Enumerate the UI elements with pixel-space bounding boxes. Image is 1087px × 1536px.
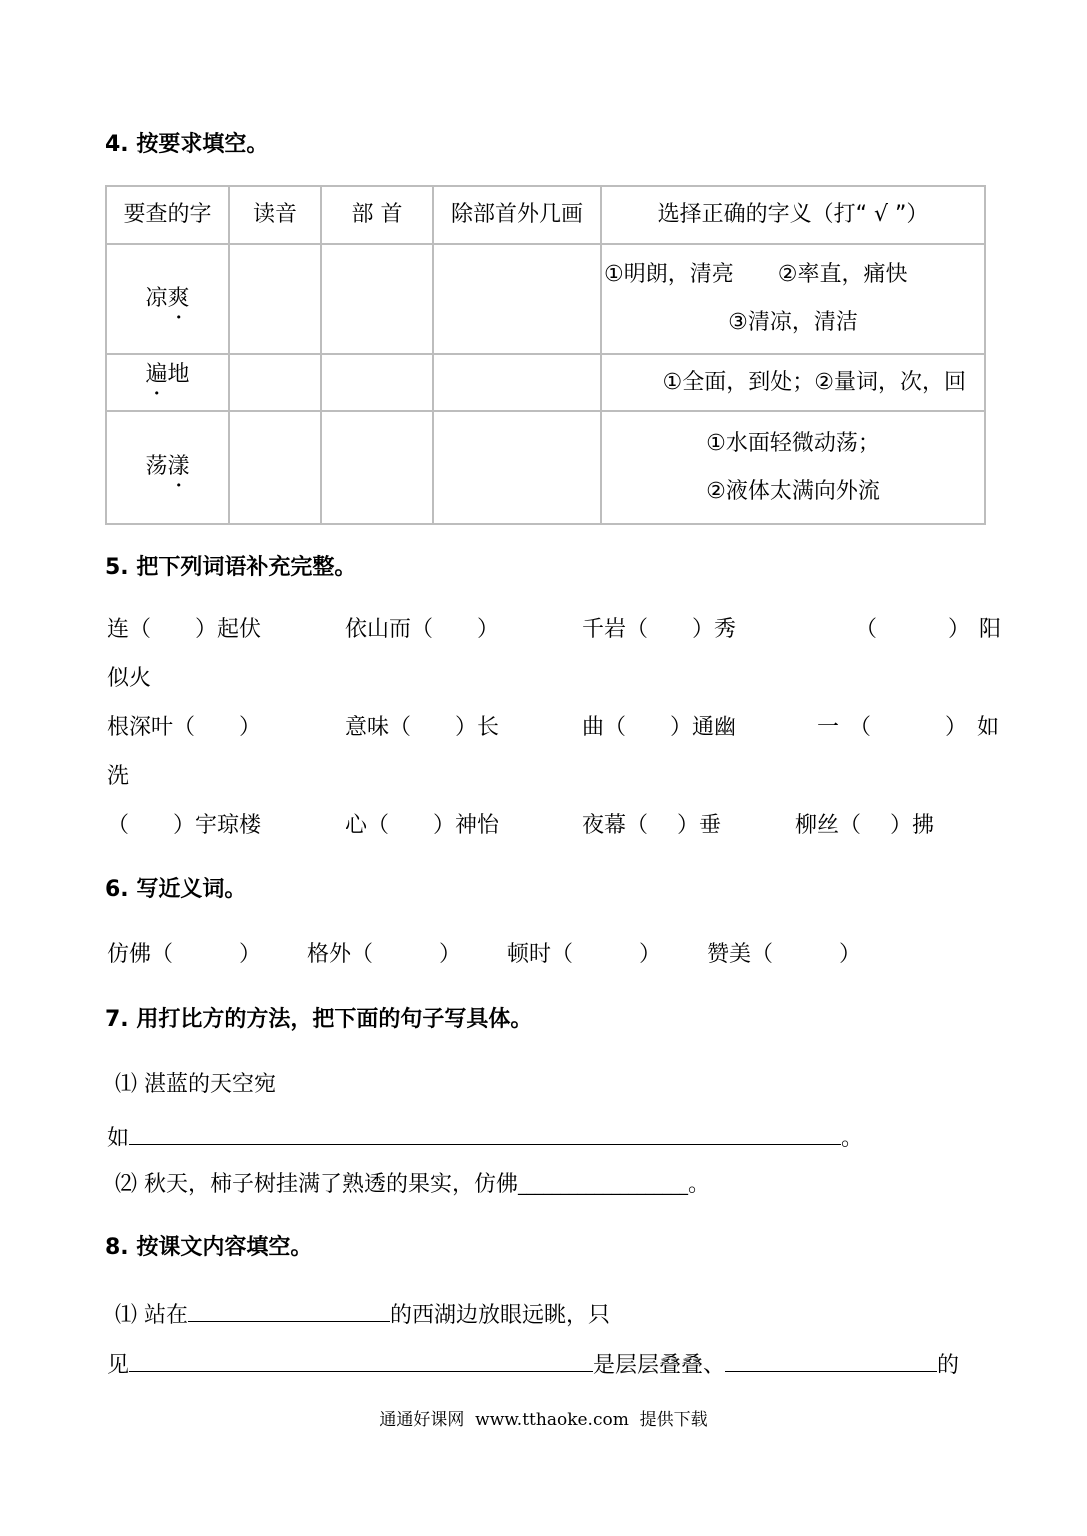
pronunciation-input[interactable]	[229, 354, 321, 411]
meaning-options[interactable]	[601, 411, 985, 524]
synonym-item[interactable]: 仿佛（ ）	[107, 942, 262, 967]
meaning-line: ①明朗，清亮 ②率直，痛快	[604, 262, 908, 287]
word-char: 地	[167, 362, 190, 387]
word-cell	[106, 354, 229, 411]
meaning-line: ②液体太满向外流	[706, 478, 880, 504]
synonym-item[interactable]: 顿时（ ）	[507, 942, 662, 967]
answer-blank[interactable]	[129, 1120, 841, 1145]
word-char: 荡	[145, 454, 168, 479]
answer-blank[interactable]: ____________________	[518, 1176, 688, 1196]
fill-item[interactable]: 心（ ）神怡	[345, 813, 500, 838]
fill-item-cont: 洗	[107, 764, 130, 789]
fill-item[interactable]: （ ）宇琼楼	[107, 813, 262, 838]
q7-sentence-1: ⑴ 湛蓝的天空宛	[115, 1072, 276, 1097]
emphasized-char: 漾	[167, 454, 190, 479]
header-cell: 读音	[229, 186, 321, 244]
text: 是层层叠叠、	[593, 1353, 726, 1378]
text: 。	[841, 1126, 864, 1151]
stroke-count-input[interactable]	[433, 411, 601, 524]
answer-blank[interactable]	[725, 1347, 937, 1372]
fill-item[interactable]: 依山而（ ）	[345, 617, 500, 642]
radical-input[interactable]	[321, 244, 433, 354]
text: 的	[937, 1353, 960, 1378]
emphasized-char: 爽	[167, 285, 190, 311]
text: ⑴ 站在	[115, 1303, 188, 1328]
text: ⑵ 秋天，柿子树挂满了熟透的果实，仿佛	[115, 1172, 518, 1197]
synonym-item[interactable]: 格外（ ）	[307, 942, 462, 967]
pronunciation-input[interactable]	[229, 411, 321, 524]
fill-item[interactable]: 根深叶（ ）	[107, 715, 262, 740]
header-cell: 部 首	[321, 186, 433, 244]
fill-item[interactable]: 曲（ ）通幽	[582, 715, 737, 740]
fill-item[interactable]: 连（ ）起伏	[107, 617, 262, 642]
q5-title: 5. 把下列词语补充完整。	[105, 555, 357, 580]
footer: 通通好课网 www.tthaoke.com 提供下载	[379, 1410, 708, 1430]
q8-title: 8. 按课文内容填空。	[105, 1235, 313, 1260]
answer-blank[interactable]	[188, 1297, 390, 1322]
table-header-row	[106, 186, 985, 244]
q7-sentence-2[interactable]	[115, 1170, 710, 1201]
meaning-options[interactable]	[601, 244, 985, 354]
table-row	[106, 354, 985, 411]
q8-sentence-1-cont[interactable]	[107, 1347, 959, 1381]
header-cell: 要查的字	[106, 186, 229, 244]
synonym-item[interactable]: 赞美（ ）	[707, 942, 862, 967]
q8-sentence-1[interactable]	[115, 1297, 610, 1331]
text: 的西湖边放眼远眺，只	[390, 1303, 611, 1328]
stroke-count-input[interactable]	[433, 354, 601, 411]
pronunciation-input[interactable]	[229, 244, 321, 354]
stroke-count-input[interactable]	[433, 244, 601, 354]
emphasized-char: 遍	[145, 362, 168, 387]
q7-title: 7. 用打比方的方法，把下面的句子写具体。	[105, 1007, 533, 1032]
radical-input[interactable]	[321, 411, 433, 524]
meaning-line: ①全面，到处；②量词，次，回	[662, 369, 966, 395]
fill-item[interactable]: （ ）阳	[855, 617, 1011, 642]
meaning-options[interactable]	[601, 354, 985, 411]
q7-sentence-1-answer[interactable]	[107, 1120, 863, 1154]
header-cell: 选择正确的字义（打“ √ ”）	[601, 186, 985, 244]
fill-item[interactable]: 柳丝（ ）拂	[795, 813, 934, 838]
text: 。	[688, 1172, 711, 1197]
answer-blank[interactable]	[129, 1347, 593, 1372]
meaning-line: ①水面轻微动荡；	[706, 430, 880, 456]
fill-item[interactable]: 千岩（ ）秀	[582, 617, 737, 642]
table-row	[106, 244, 985, 354]
radical-input[interactable]	[321, 354, 433, 411]
dictionary-table	[105, 185, 986, 525]
fill-item-cont: 似火	[107, 666, 152, 691]
meaning-line: ③清凉，清洁	[728, 310, 858, 335]
table-row	[106, 411, 985, 524]
header-cell: 除部首外几画	[433, 186, 601, 244]
fill-item[interactable]: 一（ ）如	[817, 715, 1010, 740]
fill-item[interactable]: 意味（ ）长	[345, 715, 500, 740]
q6-title: 6. 写近义词。	[105, 877, 247, 902]
fill-item[interactable]: 夜幕（ ）垂	[582, 813, 721, 838]
text: 见	[107, 1353, 130, 1378]
word-cell	[106, 411, 229, 524]
text: 如	[107, 1126, 130, 1151]
word-cell	[106, 244, 229, 354]
word-char: 凉	[145, 285, 168, 311]
q4-title: 4. 按要求填空。	[105, 132, 269, 157]
